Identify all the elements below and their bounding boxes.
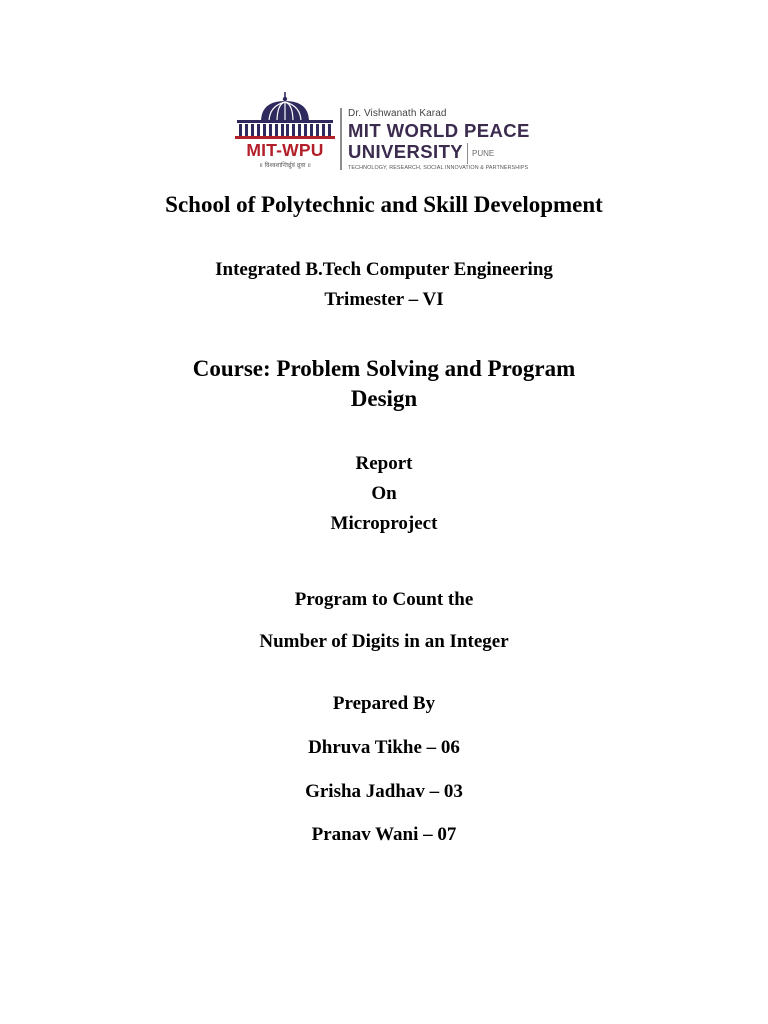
course-title-line-2: Design [350, 386, 418, 411]
logo-university: UNIVERSITY [348, 141, 464, 162]
course-title-line-1: Course: Problem Solving and Program [192, 356, 576, 381]
project-title-line-2: Number of Digits in an Integer [259, 631, 509, 652]
team-member: Grisha Jadhav – 03 [305, 781, 463, 802]
logo-top-line: Dr. Vishwanath Karad [348, 108, 447, 119]
logo-city: PUNE [467, 143, 494, 164]
team-member: Pranav Wani – 07 [311, 824, 457, 845]
prepared-by-heading: Prepared By [332, 693, 436, 714]
team-member: Dhruva Tikhe – 06 [308, 737, 460, 758]
microproject-label: Microproject [330, 513, 438, 534]
logo-line-1: MIT WORLD PEACE [348, 120, 530, 141]
trimester: Trimester – VI [324, 289, 444, 310]
logo-motto: ॥ विश्वशान्तिर्ध्रुवं ध्रुवा ॥ [259, 162, 311, 169]
university-logo [231, 90, 537, 176]
school-name: School of Polytechnic and Skill Development [165, 192, 603, 217]
logo-wpu-text: MIT-WPU [246, 140, 324, 160]
logo-tagline: TECHNOLOGY, RESEARCH, SOCIAL INNOVATION & PARTNERSHIPS [348, 164, 529, 171]
dome-building-icon [231, 90, 339, 142]
report-label: Report [355, 453, 413, 474]
logo-wordmark [348, 108, 538, 172]
on-label: On [371, 483, 397, 504]
logo-line-2 [348, 141, 538, 164]
program-name: Integrated B.Tech Computer Engineering [215, 259, 553, 280]
project-title-line-1: Program to Count the [294, 589, 474, 610]
logo-divider [340, 108, 342, 170]
